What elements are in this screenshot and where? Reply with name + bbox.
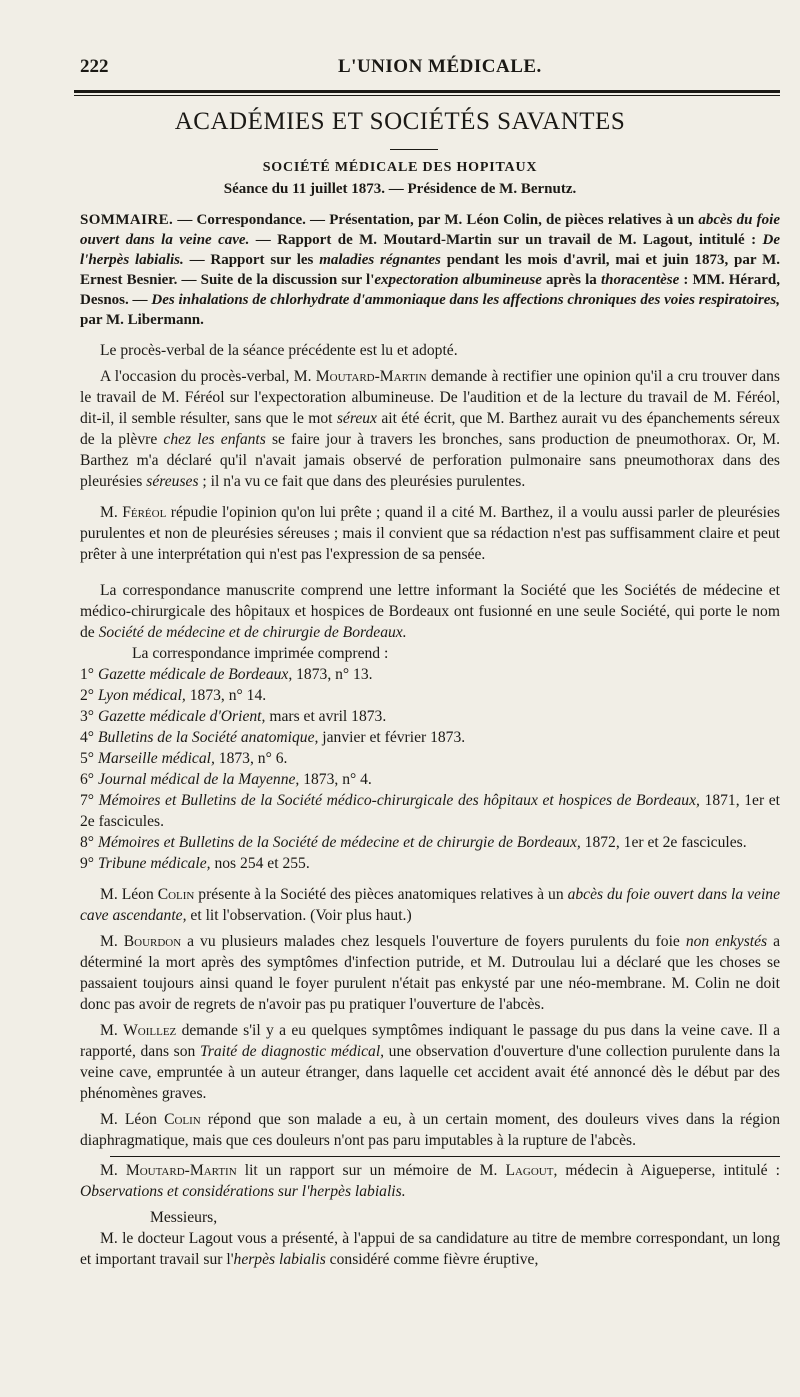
- list-item-details: 1872, 1er et 2e fascicules.: [580, 834, 747, 851]
- list-item-title: Mémoires et Bulletins de la Société de médecine et de chirurgie de Bordeaux,: [97, 834, 581, 851]
- running-head: [80, 56, 780, 84]
- list-item-number: 2°: [80, 687, 95, 704]
- colin-reply-paragraph: M. Léon Colin répond que son malade a eu, à un certain moment, des douleurs vives dans la région diaphragmatique, mais que ces douleurs n'ont pas paru imputables à la rupture de l'abcès.: [80, 1111, 780, 1149]
- list-item-number: 1°: [80, 666, 95, 683]
- section-title: ACADÉMIES ET SOCIÉTÉS SAVANTES: [174, 108, 626, 135]
- list-item: [80, 790, 780, 832]
- report-intro-paragraph: M. Moutard-Martin lit un rapport sur un mémoire de M. Lagout, médecin à Aigueperse, intitulé : Observations et considérations sur l'herpès labialis.: [80, 1162, 780, 1200]
- printed-correspondence-list: [80, 664, 780, 874]
- header-rule: [74, 90, 780, 93]
- list-item-title: Tribune médicale,: [97, 855, 211, 872]
- printed-correspondence-heading: La correspondance imprimée comprend :: [132, 645, 389, 662]
- page-number: 222: [80, 56, 109, 77]
- list-item-details: janvier et février 1873.: [318, 729, 466, 746]
- list-item: [80, 706, 780, 727]
- seance-line: Séance du 11 juillet 1873. — Présidence de M. Bernutz.: [223, 181, 577, 197]
- list-item: [80, 664, 780, 685]
- list-item-number: 8°: [80, 834, 95, 851]
- moutard-martin-paragraph: A l'occasion du procès-verbal, M. Moutard-Martin demande à rectifier une opinion qu'il a cru trouver dans le travail de M. Féréol sur l'expectoration albumineuse. De l'audition et de la lecture du travail de M. Féréol, dit-il, il semble résulter, sans que le mot séreux ait été écrit, que M. Barthez aurait vu des épanchements séreux de la plèvre chez les enfants se faire jour à travers les bronches, sans production de pneumothorax. Or, M. Barthez m'a déclaré qu'il n'avait jamais observé de perforation pulmonaire sans pneumothorax dans des pleurésies séreuses ; il n'a vu ce fait que dans des pleurésies purulentes.: [80, 368, 781, 490]
- salutation: Messieurs,: [150, 1209, 218, 1226]
- list-item-details: nos 254 et 255.: [210, 855, 310, 872]
- list-item-details: 1873, n° 6.: [214, 750, 288, 767]
- article-body: [80, 210, 780, 1270]
- journal-title: L'UNION MÉDICALE.: [338, 56, 542, 77]
- list-item-number: 6°: [80, 771, 95, 788]
- bourdon-paragraph: M. Bourdon a vu plusieurs malades chez lesquels l'ouverture de foyers purulents du foie non enkystés a déterminé la mort après des symptômes d'infection putride, et M. Dutroulau lui a déclaré que les choses se passaient toujours ainsi quand le foyer purulent n'était pas enkysté par une néo-membrane. M. Colin ne doit donc pas avoir de regrets de n'avoir pas pu pratiquer l'ouverture de l'abcès.: [80, 933, 781, 1013]
- society-title: SOCIÉTÉ MÉDICALE DES HOPITAUX: [262, 160, 538, 175]
- title-rule: [390, 149, 438, 150]
- list-item-number: 7°: [80, 792, 95, 809]
- list-item-title: Gazette médicale d'Orient,: [97, 708, 266, 725]
- section-divider: [80, 1151, 780, 1160]
- list-item-title: Mémoires et Bulletins de la Société médico-chirurgicale des hôpitaux et hospices de Bordeaux,: [98, 792, 700, 809]
- colin-presentation-paragraph: M. Léon Colin présente à la Société des pièces anatomiques relatives à un abcès du foie ouvert dans la veine cave ascendante, et lit l'observation. (Voir plus haut.): [80, 886, 780, 924]
- list-item: [80, 685, 780, 706]
- list-item: [80, 853, 780, 874]
- list-item-details: 1873, n° 4.: [299, 771, 372, 788]
- list-item-number: 3°: [80, 708, 95, 725]
- list-item-details: 1873, n° 13.: [292, 666, 373, 683]
- list-item: [80, 748, 780, 769]
- list-item-number: 5°: [80, 750, 95, 767]
- minutes-paragraph: Le procès-verbal de la séance précédente est lu et adopté.: [100, 342, 458, 359]
- list-item: [80, 832, 780, 853]
- header-rule-thin: [74, 95, 780, 96]
- woillez-paragraph: M. Woillez demande s'il y a eu quelques symptômes indiquant le passage du pus dans la veine cave. Il a rapporté, dans son Traité de diagnostic médical, une observation d'ouverture d'une collection purulente dans la veine cave, empruntée à un auteur étranger, dans laquelle cet accident avait été annoncé dès le début par des phénomènes graves.: [80, 1022, 780, 1102]
- list-item-details: 1871, 1er et 2e fascicules.: [80, 792, 780, 830]
- list-item-number: 4°: [80, 729, 95, 746]
- list-item-title: Bulletins de la Société anatomique,: [97, 729, 319, 746]
- list-item-details: mars et avril 1873.: [265, 708, 387, 725]
- list-item: [80, 769, 780, 790]
- list-item-title: Journal médical de la Mayenne,: [97, 771, 300, 788]
- list-item-title: Gazette médicale de Bordeaux,: [97, 666, 293, 683]
- list-item-number: 9°: [80, 855, 95, 872]
- list-item-title: Marseille médical,: [97, 750, 215, 767]
- summary: SOMMAIRE. — Correspondance. — Présentation, par M. Léon Colin, de pièces relatives à un abcès du foie ouvert dans la veine cave. — Rapport de M. Moutard-Martin sur un travail de M. Lagout, intitulé : De l'herpès labialis. — Rapport sur les maladies régnantes pendant les mois d'avril, mai et juin 1873, par M. Ernest Besnier. — Suite de la discussion sur l'expectoration albumineuse après la thoracentèse : MM. Hérard, Desnos. — Des inhalations de chlorhydrate d'ammoniaque dans les affections chroniques des voies respiratoires, par M. Libermann.: [80, 212, 780, 328]
- correspondence-paragraph: La correspondance manuscrite comprend une lettre informant la Société que les Sociétés de médecine et médico-chirurgicale des hôpitaux et hospices de Bordeaux ont fusionné en une seule Société, qui porte le nom de Société de médecine et de chirurgie de Bordeaux.: [80, 582, 780, 641]
- list-item-title: Lyon médical,: [97, 687, 186, 704]
- report-body-paragraph: M. le docteur Lagout vous a présenté, à l'appui de sa candidature au titre de membre correspondant, un long et important travail sur l'herpès labialis considéré comme fièvre éruptive,: [80, 1230, 780, 1268]
- fereol-paragraph: M. Féréol répudie l'opinion qu'on lui prête ; quand il a cité M. Barthez, il a voulu aussi parler de pleurésies purulentes et non de pleurésies séreuses ; mais il convient que sa rédaction n'est pas suffisamment claire et peut prêter à une interprétation qui n'est pas l'expression de sa pensée.: [80, 504, 780, 563]
- list-item: [80, 727, 780, 748]
- list-item-details: 1873, n° 14.: [185, 687, 267, 704]
